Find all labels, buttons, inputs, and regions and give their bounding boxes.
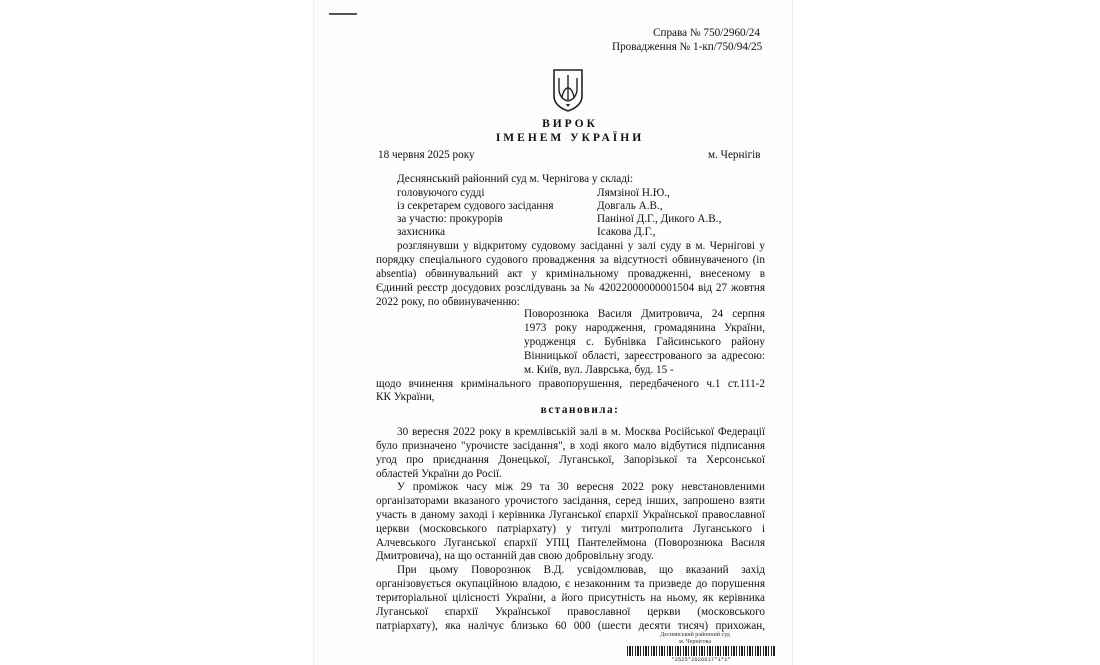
- established-heading: встановила:: [540, 404, 620, 416]
- paragraph-line: Луганської єпархії Української православної церкви (московського: [376, 606, 765, 618]
- paragraph-line: У проміжок часу між 29 та 30 вересня 2022 року невстановленими: [397, 481, 765, 493]
- paragraph-line: 30 вересня 2022 року в кремлівській залі в м. Москва Російської Федерації: [397, 426, 765, 438]
- verdict-title: ВИРОК: [542, 118, 598, 130]
- paragraph-line: Дмитровича), на що останній дав свою добровільну згоду.: [376, 550, 654, 562]
- barcode-number: *2525*2026617*1*1*: [671, 656, 731, 663]
- charge-line: щодо вчинення кримінального правопорушення, передбаченого ч.1 ст.111-2: [376, 378, 765, 390]
- in-name-of-ukraine: ІМЕНЕМ УКРАЇНИ: [495, 132, 645, 144]
- stamp-city: м. Чернігова: [679, 639, 711, 645]
- paragraph-line: організовується окупаційною владою, є незаконним та призведе до порушення: [376, 578, 765, 590]
- court-role: головуючого судді: [397, 187, 485, 199]
- verdict-date: 18 червня 2025 року: [378, 149, 475, 161]
- court-role: за участю: прокурорів: [397, 213, 503, 225]
- paragraph-line: угод про приєднання Донецької, Луганської, Запорізької та Херсонської: [376, 454, 765, 466]
- court-name: Довгаль А.В.,: [597, 200, 663, 212]
- case-number: Справа № 750/2960/24: [653, 27, 760, 39]
- consideration-line: 2022 року, по обвинуваченню:: [376, 296, 520, 308]
- paragraph-line: областей України до Росії.: [376, 468, 502, 480]
- paragraph-line: було призначено "урочисте засідання", в ході якого мало відбутися підписання: [376, 440, 765, 452]
- barcode: [627, 646, 775, 656]
- proceeding-number: Провадження № 1-кп/750/94/25: [612, 41, 763, 53]
- court-name: Лямзіної Н.Ю.,: [597, 187, 670, 199]
- court-role: захисника: [397, 226, 446, 238]
- trident-emblem-icon: [551, 68, 585, 112]
- paragraph-line: організаторами вказаного урочистого засідання, серед інших, запрошено взяти: [376, 495, 765, 507]
- court-stamp: [630, 632, 760, 646]
- court-name: Ісакова Д.Г.,: [597, 226, 656, 238]
- paragraph-line: територіальної цілісності України, а його присутність на ньому, як керівника: [376, 592, 765, 604]
- court-intro: Деснянський районний суд м. Чернігова у складі:: [397, 173, 634, 185]
- paragraph-line: церкви (московського патріархату) у титулі митрополита Луганського і: [376, 523, 765, 535]
- accused-line: м. Київ, вул. Лаврська, буд. 15 -: [524, 364, 674, 376]
- consideration-line: Єдиний реєстр досудових розслідувань за № 42022000000001504 від 27 жовтня: [376, 282, 765, 294]
- paragraph-line: При цьому Поворознюк В.Д. усвідомлював, що вказаний захід: [397, 564, 765, 576]
- paragraph-line: участь в даному заході і керівника Луганської єпархії Української православної: [376, 509, 765, 521]
- consideration-line: absentia) обвинувальний акт у кримінальному провадженні, внесеному в: [376, 268, 765, 280]
- accused-line: Поворознюка Василя Дмитровича, 24 серпня: [524, 308, 765, 320]
- verdict-city: м. Чернігів: [708, 149, 761, 161]
- consideration-line: порядку спеціального судового провадження за відсутності обвинуваченого (in: [376, 254, 765, 266]
- court-role: із секретарем судового засідання: [397, 200, 554, 212]
- consideration-line: розглянувши у відкритому судовому засіданні у залі суду в м. Чернігові у: [397, 240, 765, 252]
- accused-line: уродженця с. Бубнівка Гайсинського району: [524, 336, 765, 348]
- accused-line: 1973 року народження, громадянина України,: [524, 322, 765, 334]
- stamp-court-name: Деснянський районний суд: [660, 632, 730, 638]
- paragraph-line: Алчевського Луганської єпархії УПЦ Пантелеймона (Поворознюка Василя: [376, 537, 765, 549]
- paragraph-line: патріархату), яка налічує близько 60 000 (шести десяти тисяч) прихожан,: [376, 620, 765, 632]
- charge-line: КК України,: [376, 391, 435, 403]
- scan-mark: [329, 13, 357, 15]
- court-name: Паніної Д.Г., Дикого А.В.,: [597, 213, 722, 225]
- accused-line: Вінницької області, зареєстрованого за адресою:: [524, 350, 765, 362]
